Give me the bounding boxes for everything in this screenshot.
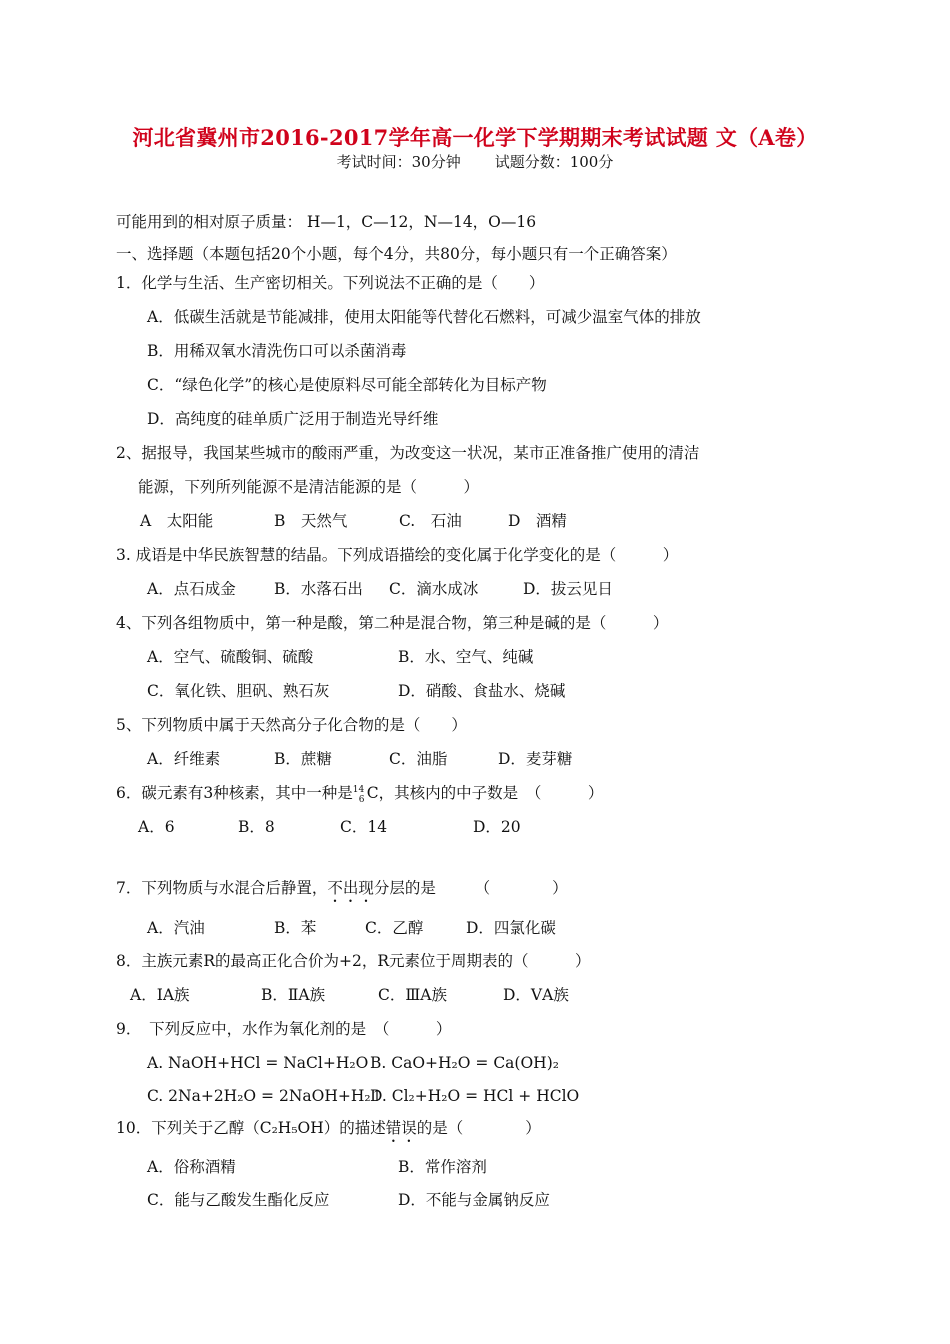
- question-5-stem: 5、下列物质中属于天然高分子化合物的是（ ）: [116, 716, 467, 734]
- question-7-option-b: B．苯: [274, 919, 317, 937]
- question-6-stem: [116, 783, 603, 803]
- question-10-option-d: D．不能与金属钠反应: [398, 1191, 550, 1209]
- question-7-option-d: D．四氯化碳: [466, 919, 556, 937]
- isotope-symbol: C: [366, 784, 379, 802]
- question-2-stem-line1: 2、据报导，我国某些城市的酸雨严重，为改变这一状况，某市正准备推广使用的清洁: [116, 444, 700, 462]
- exam-time: 考试时间：30分钟: [336, 153, 461, 171]
- question-6-option-b: B．8: [238, 818, 275, 836]
- exam-score: 试题分数：100分: [494, 153, 614, 171]
- question-3-option-d: D．拔云见日: [523, 580, 613, 598]
- question-5-option-d: D．麦芽糖: [498, 750, 573, 768]
- question-1-option-b: B．用稀双氧水清洗伤口可以杀菌消毒: [147, 342, 407, 360]
- question-4-option-a: A．空气、硫酸铜、硫酸: [147, 648, 314, 666]
- question-6-isotope-notation: [353, 783, 367, 803]
- question-6-stem-pre: 6．碳元素有3种核素，其中一种是: [116, 784, 353, 802]
- question-2-option-c: C. 石油: [399, 512, 462, 530]
- question-1-option-d: D．高纯度的硅单质广泛用于制造光导纤维: [147, 410, 439, 428]
- question-8-stem: 8．主族元素R的最高正化合价为+2，R元素位于周期表的（ ）: [116, 952, 591, 970]
- question-10-stem-pre: 10．下列关于乙醇（C₂H₅OH）的描述: [116, 1119, 386, 1137]
- question-3-stem: 3. 成语是中华民族智慧的结晶。下列成语描绘的变化属于化学变化的是（ ）: [116, 546, 679, 564]
- question-10-option-c: C．能与乙酸发生酯化反应: [147, 1191, 330, 1209]
- question-1-option-a: A．低碳生活就是节能减排，使用太阳能等代替化石燃料，可减少温室气体的排放: [147, 308, 701, 326]
- question-7-option-a: A．汽油: [147, 919, 205, 937]
- question-9-option-a: A. NaOH+HCl = NaCl+H₂O: [147, 1054, 369, 1072]
- question-5-option-a: A．纤维素: [147, 750, 221, 768]
- question-7-option-c: C．乙醇: [365, 919, 424, 937]
- question-10-stem: [116, 1118, 541, 1146]
- question-4-option-d: D．硝酸、食盐水、烧碱: [398, 682, 566, 700]
- question-4-stem: 4、下列各组物质中，第一种是酸，第二种是混合物，第三种是碱的是（ ）: [116, 614, 669, 632]
- section-heading: 一、选择题（本题包括20个小题，每个4分，共80分，每小题只有一个正确答案）: [116, 245, 677, 263]
- question-6-option-c: C．14: [340, 818, 388, 836]
- question-7-stem-post: 分层的是 （ ）: [373, 879, 568, 897]
- question-10-emphasis: 错误: [385, 1119, 417, 1137]
- question-10-stem-post: 的是（ ）: [416, 1119, 541, 1137]
- atomic-mass-line: 可能用到的相对原子质量： H—1，C—12，N—14，O—16: [116, 213, 537, 231]
- exam-title: 河北省冀州市2016-2017学年高一化学下学期期末考试试题 文（A卷）: [132, 125, 818, 150]
- question-6-option-d: D．20: [473, 818, 521, 836]
- question-5-option-b: B．蔗糖: [274, 750, 332, 768]
- question-8-option-d: D．ⅤA族: [503, 986, 569, 1004]
- question-3-option-c: C．滴水成冰: [389, 580, 479, 598]
- question-2-option-b: B 天然气: [274, 512, 348, 530]
- isotope-atomic-number: 6: [358, 795, 365, 805]
- question-2-option-d: D 酒精: [508, 512, 567, 530]
- question-2-option-a: A 太阳能: [140, 512, 214, 530]
- question-7-emphasis: 不出现: [327, 879, 374, 897]
- question-4-option-c: C．氧化铁、胆矾、熟石灰: [147, 682, 330, 700]
- question-9-stem: 9． 下列反应中，水作为氧化剂的是 （ ）: [116, 1020, 452, 1038]
- question-3-option-a: A．点石成金: [147, 580, 236, 598]
- question-6-option-a: A．6: [138, 818, 175, 836]
- question-9-option-d: D. Cl₂+H₂O = HCl + HClO: [370, 1087, 580, 1105]
- question-10-option-a: A．俗称酒精: [147, 1158, 236, 1176]
- question-8-option-c: C．ⅢA族: [378, 986, 448, 1004]
- question-5-option-c: C．油脂: [389, 750, 448, 768]
- question-1-stem: 1．化学与生活、生产密切相关。下列说法不正确的是（ ）: [116, 274, 545, 292]
- question-2-stem-line2: 能源，下列所列能源不是清洁能源的是（ ）: [138, 478, 480, 496]
- question-7-stem-pre: 7．下列物质与水混合后静置，: [116, 879, 328, 897]
- exam-subtitle: [0, 151, 950, 172]
- question-9-option-b: B. CaO+H₂O = Ca(OH)₂: [370, 1054, 559, 1072]
- question-7-stem: [116, 878, 568, 906]
- question-10-option-b: B．常作溶剂: [398, 1158, 487, 1176]
- question-4-option-b: B．水、空气、纯碱: [398, 648, 534, 666]
- isotope-mass-number: 14: [352, 785, 365, 795]
- question-6-stem-post: ，其核内的中子数是 （ ）: [378, 784, 604, 802]
- question-1-option-c: C．“绿色化学”的核心是使原料尽可能全部转化为目标产物: [147, 376, 547, 394]
- question-3-option-b: B．水落石出: [274, 580, 363, 598]
- question-8-option-a: A．ⅠA族: [130, 986, 190, 1004]
- question-8-option-b: B．ⅡA族: [261, 986, 326, 1004]
- question-9-option-c: C. 2Na+2H₂O = 2NaOH+H₂↑: [147, 1087, 384, 1105]
